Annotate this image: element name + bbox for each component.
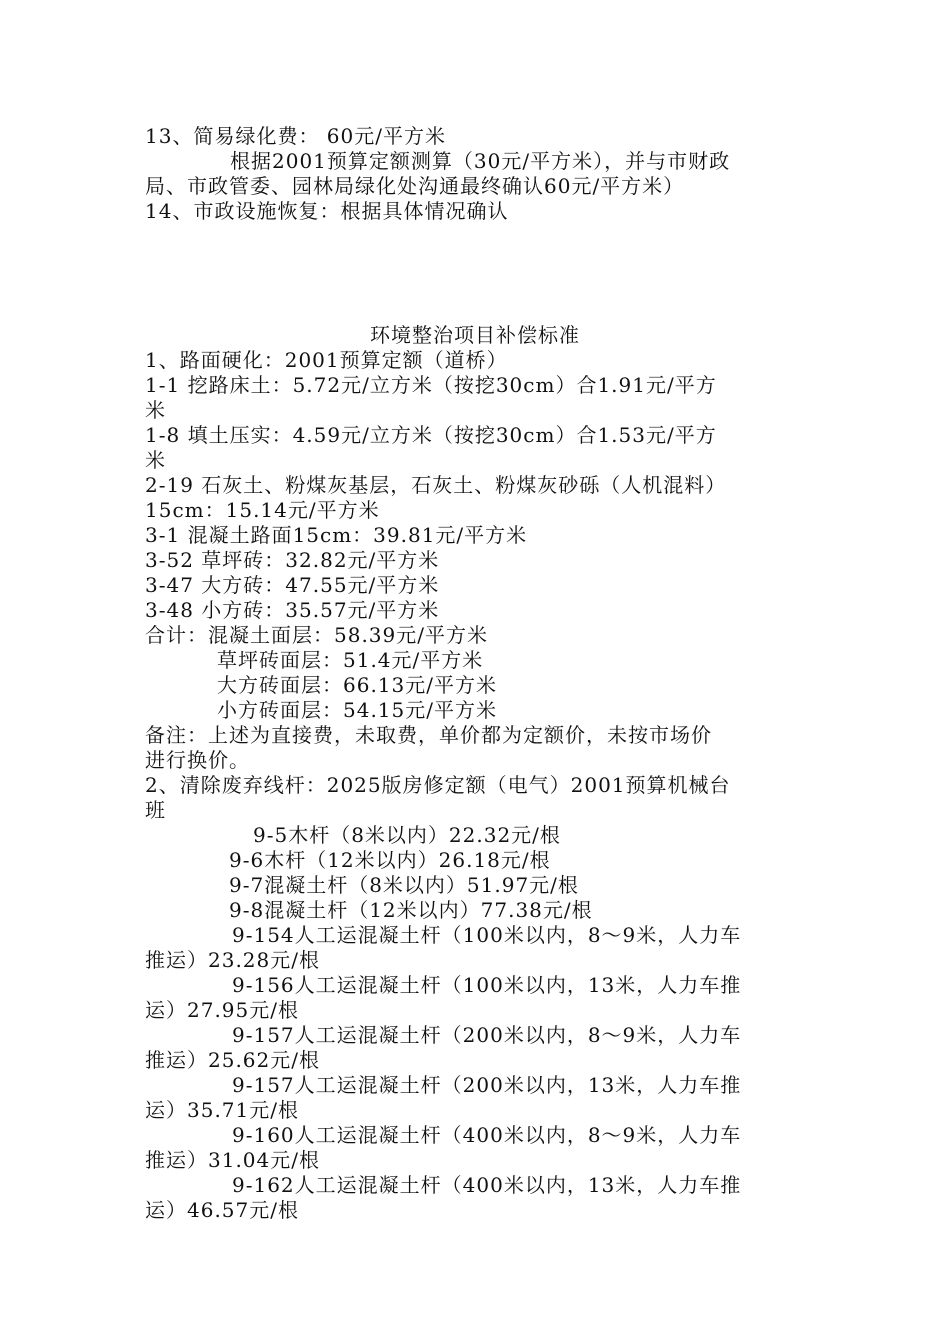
section-title: 环境整治项目补偿标准 — [370, 323, 580, 347]
text-line: 米 — [145, 448, 166, 472]
text-line: 3-48 小方砖：35.57元/平方米 — [145, 598, 440, 622]
text-line: 2、清除废弃线杆：2025版房修定额（电气）2001预算机械台 — [145, 773, 731, 797]
text-line: 进行换价。 — [145, 748, 250, 772]
text-line: 9-157人工运混凝土杆（200米以内，13米，人力车推 — [232, 1073, 742, 1097]
text-line: 运）46.57元/根 — [145, 1198, 299, 1222]
text-line: 运）27.95元/根 — [145, 998, 299, 1022]
text-line: 运）35.71元/根 — [145, 1098, 299, 1122]
text-line: 9-157人工运混凝土杆（200米以内，8～9米，人力车 — [232, 1023, 742, 1047]
text-line: 9-160人工运混凝土杆（400米以内，8～9米，人力车 — [232, 1123, 742, 1147]
text-line: 3-47 大方砖：47.55元/平方米 — [145, 573, 440, 597]
text-line: 备注：上述为直接费，未取费，单价都为定额价，未按市场价 — [145, 723, 712, 747]
text-line: 2-19 石灰土、粉煤灰基层，石灰土、粉煤灰砂砾（人机混料） — [145, 473, 727, 497]
text-line: 3-52 草坪砖：32.82元/平方米 — [145, 548, 440, 572]
text-line: 推运）23.28元/根 — [145, 948, 320, 972]
text-line: 9-8混凝土杆（12米以内）77.38元/根 — [229, 898, 593, 922]
text-line: 15cm：15.14元/平方米 — [145, 498, 380, 522]
text-line: 大方砖面层：66.13元/平方米 — [217, 673, 497, 697]
text-line: 米 — [145, 398, 166, 422]
text-line: 小方砖面层：54.15元/平方米 — [217, 698, 497, 722]
text-line: 9-7混凝土杆（8米以内）51.97元/根 — [229, 873, 579, 897]
text-line: 1、路面硬化：2001预算定额（道桥） — [145, 348, 508, 372]
text-line: 推运）31.04元/根 — [145, 1148, 320, 1172]
text-line: 推运）25.62元/根 — [145, 1048, 320, 1072]
text-line: 13、简易绿化费： 60元/平方米 — [145, 124, 446, 148]
text-line: 14、市政设施恢复：根据具体情况确认 — [145, 199, 509, 223]
text-line: 班 — [145, 798, 166, 822]
text-line: 9-162人工运混凝土杆（400米以内，13米，人力车推 — [232, 1173, 742, 1197]
text-line: 9-6木杆（12米以内）26.18元/根 — [229, 848, 551, 872]
text-line: 1-8 填土压实：4.59元/立方米（按挖30cm）合1.53元/平方 — [145, 423, 717, 447]
text-line: 根据2001预算定额测算（30元/平方米），并与市财政 — [230, 149, 731, 173]
text-line: 3-1 混凝土路面15cm：39.81元/平方米 — [145, 523, 528, 547]
text-line: 合计：混凝土面层：58.39元/平方米 — [145, 623, 488, 647]
text-line: 1-1 挖路床土：5.72元/立方米（按挖30cm）合1.91元/平方 — [145, 373, 717, 397]
text-line: 9-5木杆（8米以内）22.32元/根 — [253, 823, 561, 847]
text-line: 草坪砖面层：51.4元/平方米 — [217, 648, 484, 672]
text-line: 9-156人工运混凝土杆（100米以内，13米，人力车推 — [232, 973, 742, 997]
text-line: 9-154人工运混凝土杆（100米以内，8～9米，人力车 — [232, 923, 742, 947]
text-line: 局、市政管委、园林局绿化处沟通最终确认60元/平方米） — [145, 174, 685, 198]
